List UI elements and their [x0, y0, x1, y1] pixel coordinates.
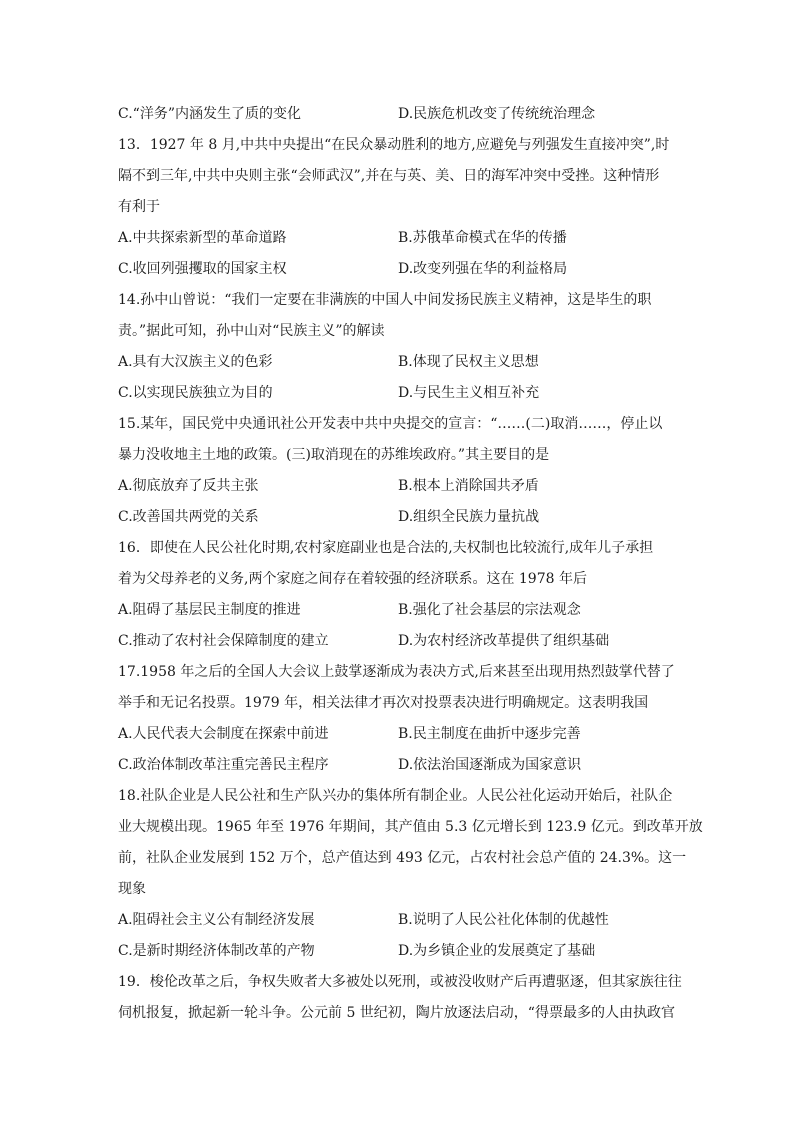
q18-option-c: C.是新时期经济体制改革的产物: [118, 943, 315, 959]
q16-option-d: D.为农村经济改革提供了组织基础: [398, 633, 610, 649]
q13-option-a: A.中共探索新型的革命道路: [118, 230, 287, 246]
q16-option-a: A.阻碍了基层民主制度的推进: [118, 602, 301, 618]
q15-option-a: A.彻底放弃了反共主张: [118, 478, 259, 494]
q14-stem-line-1: 14.孙中山曾说：“我们一定要在非满族的中国人中间发扬民族主义精神，这是毕生的职: [118, 292, 652, 308]
q13-stem-line-1: 13．1927 年 8 月,中共中央提出“在民众暴动胜利的地方,应避免与列强发生直接冲突”,时: [118, 137, 670, 153]
q17-stem-line-1: 17.1958 年之后的全国人大会议上鼓掌逐渐成为表决方式,后来甚至出现用热烈鼓掌代替了: [118, 664, 675, 680]
q17-option-a: A.人民代表大会制度在探索中前进: [118, 726, 329, 742]
q14-option-a: A.具有大汉族主义的色彩: [118, 354, 273, 370]
q13-option-d: D.改变列强在华的利益格局: [398, 261, 568, 277]
q18-option-b: B.说明了人民公社化体制的优越性: [398, 912, 609, 928]
q12-option-d: D.民族危机改变了传统统治理念: [398, 106, 596, 122]
q14-option-c: C.以实现民族独立为目的: [118, 385, 273, 401]
q19-stem-line-2: 伺机报复，掀起新一轮斗争。公元前 5 世纪初，陶片放逐法启动，“得票最多的人由执政官: [118, 1005, 675, 1021]
q17-option-c: C.政治体制改革注重完善民主程序: [118, 757, 329, 773]
q18-option-d: D.为乡镇企业的发展奠定了基础: [398, 943, 596, 959]
q15-stem-line-2: 暴力没收地主土地的政策。(三)取消现在的苏维埃政府。”其主要目的是: [118, 447, 550, 463]
q18-stem-line-2: 业大规模出现。1965 年至 1976 年期间，其产值由 5.3 亿元增长到 123.9 亿元。到改革开放: [118, 819, 703, 835]
q13-stem-line-2: 隔不到三年,中共中央则主张“会师武汉”,并在与英、美、日的海军冲突中受挫。这种情形: [118, 168, 660, 184]
q16-option-c: C.推动了农村社会保障制度的建立: [118, 633, 329, 649]
q14-option-d: D.与民生主义相互补充: [398, 385, 540, 401]
q15-option-c: C.改善国共两党的关系: [118, 509, 259, 525]
q15-option-b: B.根本上消除国共矛盾: [398, 478, 539, 494]
q14-stem-line-2: 责。”据此可知，孙中山对“民族主义”的解读: [118, 323, 385, 339]
q18-stem-line-1: 18.社队企业是人民公社和生产队兴办的集体所有制企业。人民公社化运动开始后，社队企: [118, 788, 673, 804]
q19-stem-line-1: 19．梭伦改革之后，争权失败者大多被处以死刑，或被没收财产后再遭驱逐，但其家族往往: [118, 974, 682, 990]
q17-option-b: B.民主制度在曲折中逐步完善: [398, 726, 581, 742]
q15-stem-line-1: 15.某年，国民党中央通讯社公开发表中共中央提交的宣言：“……(二)取消……，停止以: [118, 416, 663, 432]
q13-option-c: C.收回列强攫取的国家主权: [118, 261, 287, 277]
q15-option-d: D.组织全民族力量抗战: [398, 509, 540, 525]
q16-stem-line-2: 着为父母养老的义务,两个家庭之间存在着较强的经济联系。这在 1978 年后: [118, 571, 587, 587]
q12-option-c: C.“洋务”内涵发生了质的变化: [118, 106, 301, 122]
q16-stem-line-1: 16．即使在人民公社化时期,农村家庭副业也是合法的,夫权制也比较流行,成年儿子承担: [118, 540, 654, 556]
q14-option-b: B.体现了民权主义思想: [398, 354, 539, 370]
q17-stem-line-2: 举手和无记名投票。1979 年，相关法律才再次对投票表决进行明确规定。这表明我国: [118, 695, 649, 711]
q18-option-a: A.阻碍社会主义公有制经济发展: [118, 912, 315, 928]
q18-stem-line-4: 现象: [118, 881, 146, 897]
q16-option-b: B.强化了社会基层的宗法观念: [398, 602, 581, 618]
q13-option-b: B.苏俄革命模式在华的传播: [398, 230, 567, 246]
q18-stem-line-3: 前，社队企业发展到 152 万个，总产值达到 493 亿元，占农村社会总产值的 24.3%。这一: [118, 850, 687, 866]
q17-option-d: D.依法治国逐渐成为国家意识: [398, 757, 582, 773]
q13-stem-line-3: 有利于: [118, 199, 160, 215]
